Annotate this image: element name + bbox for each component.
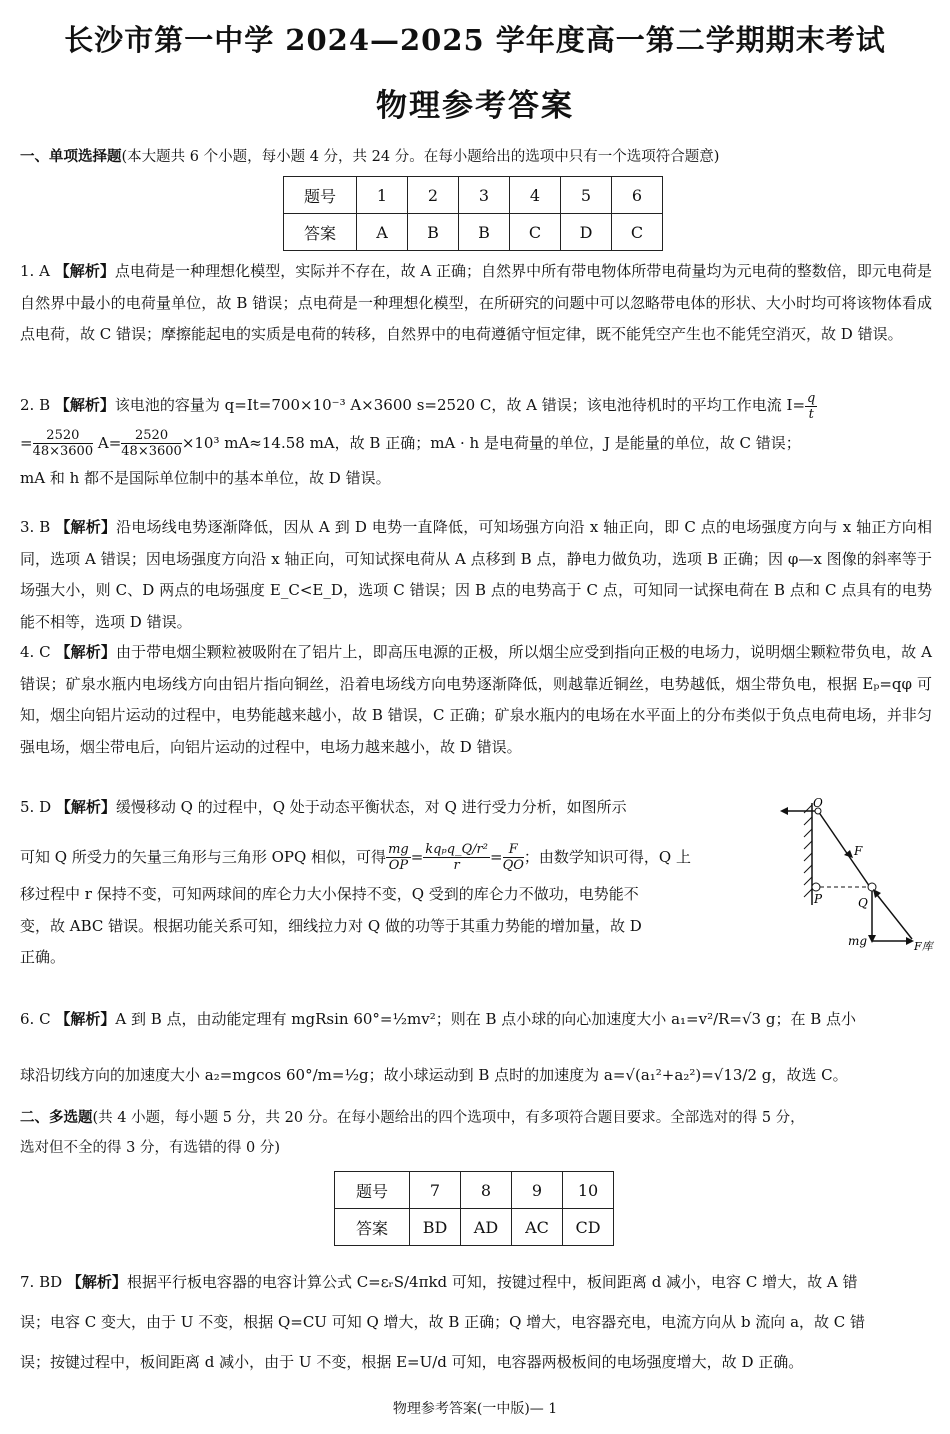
- question-4: [20, 637, 932, 763]
- question-text: 沿电场线电势逐渐降低，因从 A 到 D 电势一直降低，可知场强方向沿 x 轴正向，即 C 点的电场强度方向与 x 轴正方向相同，选项 A 错误；因电场强度方向沿 x 轴正向，可知试探电荷从 A 点移到 B 点，静电力做负功，选项 B 正确；因 φ—x 图像的斜率等于场强大小，则 C、D 两点的电场强度 E_C<E_D，选项 C 错误；因 B 点的电势高于 C 点，可知同一试探电荷在 B 点和 C 点具有的电势能不相等，选项 D 错误。: [20, 518, 932, 631]
- table-cell: 题号: [335, 1172, 410, 1209]
- tension-arrow: [874, 891, 912, 939]
- analysis-tag: 【解析】: [55, 518, 117, 536]
- arrowhead: [868, 935, 876, 943]
- table-cell: 8: [461, 1172, 512, 1209]
- analysis-tag: 【解析】: [66, 1273, 127, 1291]
- table-cell: 5: [561, 177, 612, 214]
- table-cell: 答案: [284, 214, 357, 251]
- section1-heading: 一、单项选择题: [20, 149, 122, 165]
- question-number: 7. BD: [20, 1273, 63, 1291]
- question-number: 4. C: [20, 643, 51, 661]
- section2-desc: (共 4 小题，每小题 5 分，共 20 分。在每小题给出的四个选项中，有多项符合题目要求。全部选对的得 5 分，: [92, 1110, 805, 1126]
- question-text: 误；按键过程中，板间距离 d 减小，由于 U 不变，根据 E=U/d 可知，电容器两极板间的电场强度增大，故 D 正确。: [20, 1353, 804, 1371]
- table-cell: BD: [410, 1209, 461, 1246]
- table-row: [335, 1209, 614, 1246]
- section1-heading-line: [20, 143, 935, 171]
- table-cell: D: [561, 214, 612, 251]
- analysis-tag: 【解析】: [55, 798, 116, 816]
- question-2: 2. B 【解析】该电池的容量为 q=It=700×10⁻³ A×3600 s=2520 C，故 A 错误；该电池待机时的平均工作电流 I= $\frac{q}{t}$ = $\frac{2520}{48\times 3600}$ A= $\frac{2520}{48\times 3600}$ ×10³ mA≈14.58 mA，故 B 正确；mA · h 是电荷量的单位，J 是能量的单位，故 C 错误； mA 和 h 都不是国际单位制中的基本单位，故 D 错误。: [20, 390, 932, 495]
- question-7: [20, 1262, 932, 1382]
- arrowhead: [873, 889, 881, 898]
- table-cell: AC: [512, 1209, 563, 1246]
- table-cell: 9: [512, 1172, 563, 1209]
- question-1: [20, 256, 932, 351]
- question-text: 球沿切线方向的加速度大小 a₂=mgcos 60°/m=½g；故小球运动到 B 点时的加速度为 a=√(a₁²+a₂²)=√13/2 g，故选 C。: [20, 1065, 848, 1084]
- answer-table-1: [283, 176, 663, 251]
- section2-desc-2: 选对但不全的得 3 分，有选错的得 0 分): [20, 1140, 281, 1156]
- page-footer: 物理参考答案(一中版)— 1: [392, 1401, 558, 1417]
- ball-p: [812, 883, 820, 891]
- table-cell: C: [612, 214, 663, 251]
- table-cell: 3: [459, 177, 510, 214]
- analysis-tag: 【解析】: [54, 262, 115, 280]
- table-cell: A: [357, 214, 408, 251]
- table-cell: B: [408, 214, 459, 251]
- table-cell: 7: [410, 1172, 461, 1209]
- question-number: 6. C: [20, 1010, 51, 1028]
- table-cell: 答案: [335, 1209, 410, 1246]
- analysis-tag: 【解析】: [55, 1010, 116, 1028]
- answer-table-2: [334, 1171, 614, 1246]
- question-text: 误；电容 C 变大，由于 U 不变，根据 Q=CU 可知 Q 增大，故 B 正确；Q 增大，电容器充电，电流方向从 b 流向 a，故 C 错: [20, 1313, 866, 1331]
- fraction: $\frac{2520}{48\times 3600}$: [32, 428, 94, 459]
- fraction: $\frac{F}{QO}$: [502, 842, 524, 873]
- analysis-tag: 【解析】: [55, 643, 116, 661]
- label-p: P: [814, 892, 823, 906]
- page-subtitle: 物理参考答案: [376, 88, 574, 124]
- arrowhead: [780, 807, 788, 815]
- question-text: 点电荷是一种理想化模型，实际并不存在，故 A 正确；自然界中所有带电物体所带电荷量均为元电荷的整数倍，即元电荷是自然界中最小的电荷量单位，故 B 错误；点电荷是一种理想化模型，在所研究的问题中可以忽略带电体的形状、大小时均可将该物体看成点电荷，故 C 错误；摩擦能起电的实质是电荷的转移，自然界中的电荷遵循守恒定律，既不能凭空产生也不能凭空消灭，故 D 错误。: [20, 262, 932, 343]
- label-q: Q: [858, 896, 868, 910]
- ball-q: [868, 883, 876, 891]
- question-text: 由于带电烟尘颗粒被吸附在了铝片上，即高压电源的正极，所以烟尘应受到指向正极的电场力，说明烟尘颗粒带负电，故 A 错误；矿泉水瓶内电场线方向由铝片指向铜丝，沿着电场线方向电势逐渐降低，则越靠近铜丝，电势越低，烟尘带负电，根据 Eₚ=qφ 可知，烟尘向铝片运动的过程中，电势能越来越小，故 B 错误，C 正确；矿泉水瓶内的电场在水平面上的分布类似于负点电荷电场，并非匀强电场，烟尘带电后，向铝片运动的过程中，电场力越来越小，故 D 错误。: [20, 643, 932, 756]
- table-cell: 10: [563, 1172, 614, 1209]
- question-text: 根据平行板电容器的电容计算公式 C=εᵣS/4πkd 可知，按键过程中，板间距离 d 减小，电容 C 增大，故 A 错: [126, 1273, 858, 1291]
- question-3: [20, 512, 932, 638]
- section2-heading-line: [20, 1103, 935, 1163]
- label-fk: F库: [914, 940, 933, 953]
- label-mg: mg: [848, 934, 868, 948]
- question-text: 缓慢移动 Q 的过程中，Q 处于动态平衡状态，对 Q 进行受力分析，如图所示: [115, 798, 627, 816]
- question-5: 5. D 【解析】缓慢移动 Q 的过程中，Q 处于动态平衡状态，对 Q 进行受力分析，如图所示 可知 Q 所受力的矢量三角形与三角形 OPQ 相似，可得 $\frac{mg}{OP}$ = $\frac{\text{kqₚq\_Q/r²}}{r}$ = $\frac{F}{QO}$ ；由数学知识可得，Q 上 移过程中 r 保持不变，可知两球间的库仑力大小保持不变，Q 受到的库仑力不做功，电势能不 变，故 ABC 错误。根据功能关系可知，细线拉力对 Q 做的功等于其重力势能的增加量，故 D 正确。: [20, 798, 691, 966]
- analysis-tag: 【解析】: [54, 396, 115, 414]
- page-title: 长沙市第一中学 2024—2025 学年度高一第二学期期末考试: [64, 23, 886, 57]
- table-row: [284, 214, 663, 251]
- question-text: A 到 B 点，由动能定理有 mgRsin 60°=½mv²；则在 B 点小球的向心加速度大小 a₁=v²/R=√3 g；在 B 点小: [115, 1010, 857, 1028]
- question-text: mA 和 h 都不是国际单位制中的基本单位，故 D 错误。: [20, 469, 391, 487]
- fraction: $\frac{2520}{48\times 3600}$: [121, 428, 182, 459]
- arrowhead: [906, 937, 914, 945]
- table-cell: 题号: [284, 177, 357, 214]
- force-diagram: [778, 795, 938, 955]
- table-row: [335, 1172, 614, 1209]
- label-o: O: [813, 796, 823, 810]
- question-number: 1. A: [20, 262, 50, 280]
- question-text: 该电池的容量为 q=It=700×10⁻³ A×3600 s=2520 C，故 A 错误；该电池待机时的平均工作电流 I=: [114, 396, 806, 414]
- table-cell: C: [510, 214, 561, 251]
- fraction: $\frac{\text{kqₚq\_Q/r²}}{r}$: [425, 842, 488, 873]
- table-row: [284, 177, 663, 214]
- wall-hatch: [804, 805, 812, 897]
- question-number: 2. B: [20, 396, 51, 414]
- table-cell: 4: [510, 177, 561, 214]
- table-cell: B: [459, 214, 510, 251]
- table-cell: 1: [357, 177, 408, 214]
- question-number: 5. D: [20, 798, 52, 816]
- question-number: 3. B: [20, 518, 51, 536]
- table-cell: AD: [461, 1209, 512, 1246]
- table-cell: 2: [408, 177, 459, 214]
- fraction: $\frac{q}{t}$: [807, 390, 816, 422]
- table-cell: CD: [563, 1209, 614, 1246]
- table-cell: 6: [612, 177, 663, 214]
- label-f: F: [854, 844, 863, 858]
- section1-desc: (本大题共 6 个小题，每小题 4 分，共 24 分。在每小题给出的选项中只有一个选项符合题意): [121, 149, 720, 165]
- fraction: $\frac{mg}{OP}$: [388, 842, 409, 873]
- question-6: [20, 1004, 932, 1091]
- section2-heading: 二、多选题: [20, 1110, 93, 1126]
